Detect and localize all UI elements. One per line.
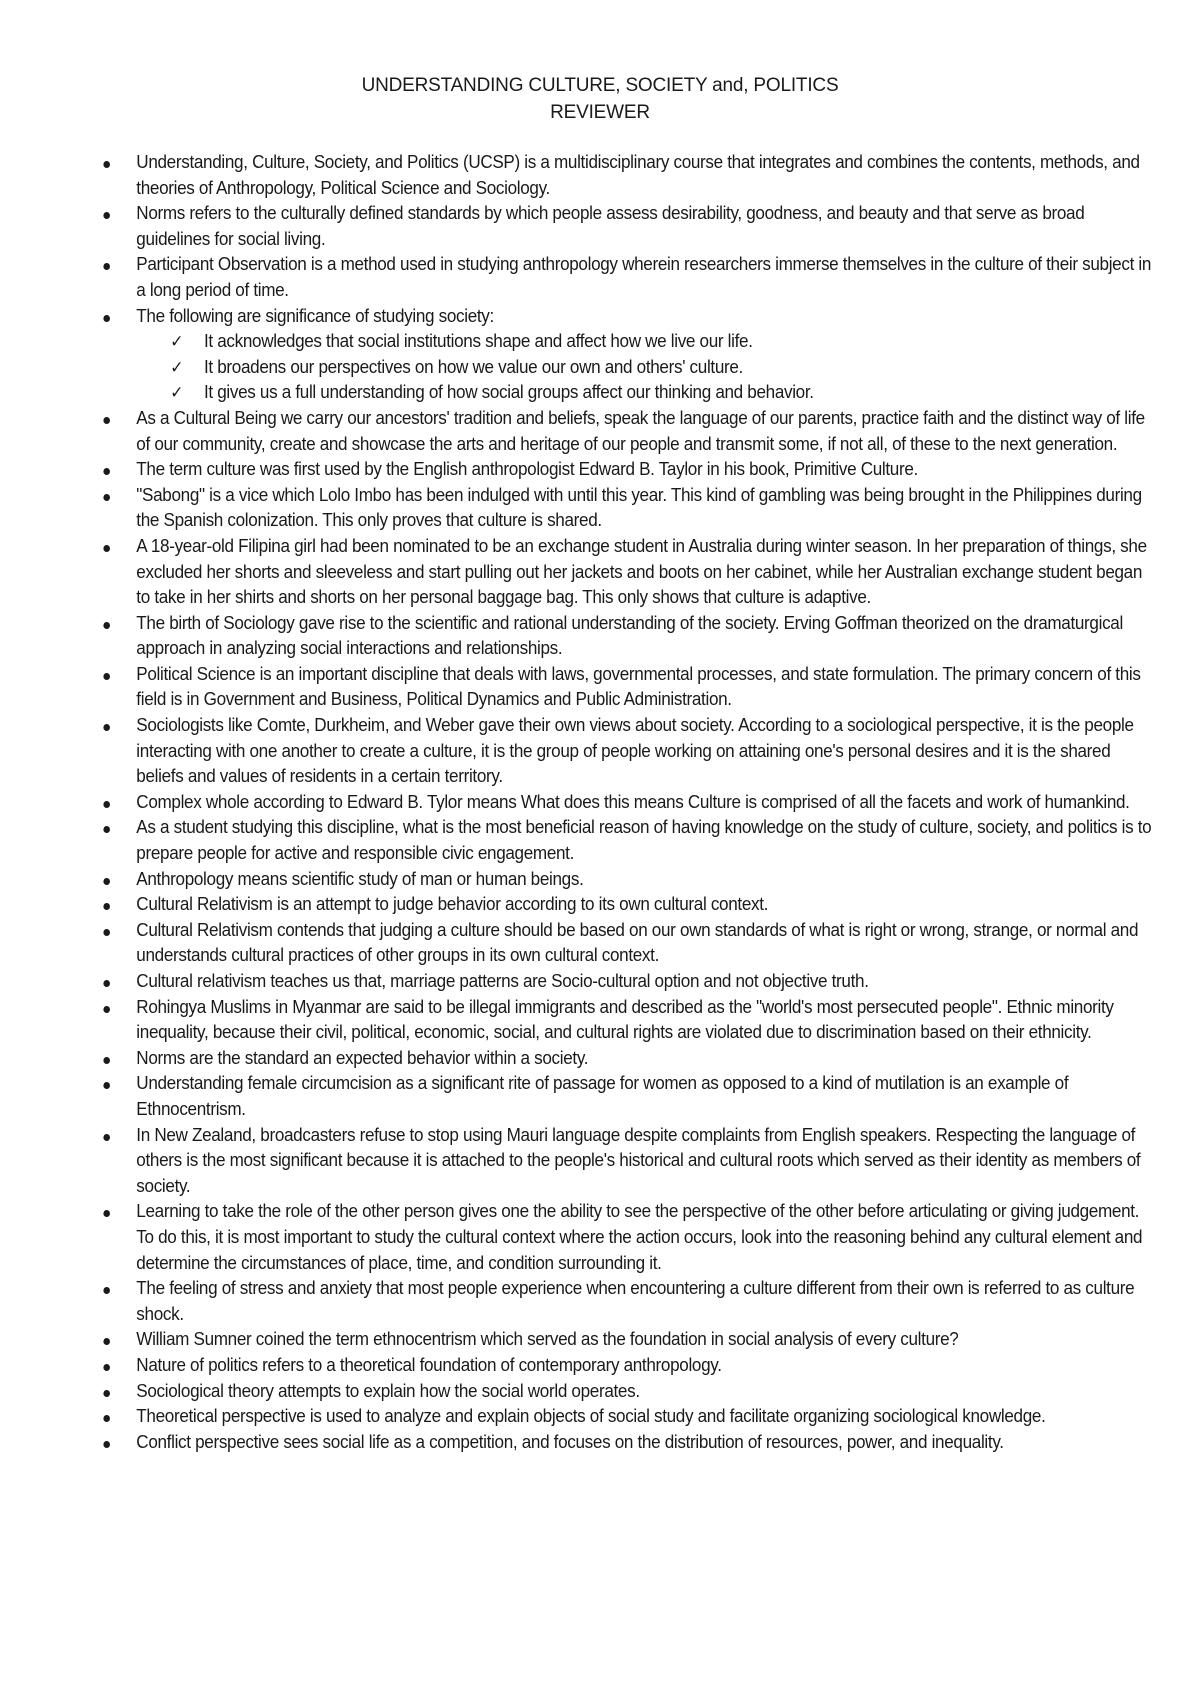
bullet-icon bbox=[103, 878, 110, 885]
sub-item-text: It acknowledges that social institutions shape and affect how we live our life. bbox=[203, 331, 753, 352]
bullet-text: William Sumner coined the term ethnocentrism which served as the foundation in social analysis of every culture? bbox=[136, 1329, 959, 1350]
sub-item-text: It broadens our perspectives on how we value our own and others' culture. bbox=[203, 356, 743, 377]
bullet-item bbox=[0, 815, 1200, 866]
bullet-icon bbox=[103, 724, 110, 731]
sub-list-container bbox=[0, 329, 1200, 406]
bullet-item bbox=[0, 1276, 1200, 1327]
bullet-icon bbox=[103, 417, 110, 424]
bullet-item bbox=[0, 1046, 1200, 1072]
bullet-text: Sociologists like Comte, Durkheim, and Weber gave their own views about society. According to a sociological perspective, it is the people interacting with one another to create a culture, it is the group of people working on attaining one's personal desires and it is the shared beliefs and values of residents in a certain territory. bbox=[136, 715, 1134, 787]
bullet-icon bbox=[103, 1082, 110, 1089]
bullet-text: Theoretical perspective is used to analyze and explain objects of social study and facilitate organizing sociological knowledge. bbox=[136, 1406, 1046, 1427]
bullet-text: As a student studying this discipline, what is the most beneficial reason of having knowledge on the study of culture, society, and politics is to prepare people for active and responsible civic engagement. bbox=[136, 817, 1152, 864]
bullet-item bbox=[0, 457, 1200, 483]
bullet-item bbox=[0, 150, 1200, 201]
bullet-list bbox=[0, 150, 1200, 1455]
bullet-item bbox=[0, 1327, 1200, 1353]
bullet-item bbox=[0, 483, 1200, 534]
bullet-item bbox=[0, 1353, 1200, 1379]
title-block bbox=[0, 72, 1200, 126]
bullet-item bbox=[0, 534, 1200, 611]
bullet-text: Sociological theory attempts to explain how the social world operates. bbox=[136, 1380, 640, 1401]
bullet-text: Anthropology means scientific study of man or human beings. bbox=[136, 868, 584, 889]
bullet-item bbox=[0, 1379, 1200, 1405]
bullet-text: Cultural Relativism contends that judging a culture should be based on our own standards of what is right or wrong, strange, or normal and understands cultural practices of other groups in its own cultural context. bbox=[136, 919, 1139, 966]
bullet-icon bbox=[103, 903, 110, 910]
sub-item bbox=[0, 355, 1200, 381]
bullet-icon bbox=[103, 1287, 110, 1294]
bullet-icon bbox=[103, 1415, 110, 1422]
bullet-item bbox=[0, 1430, 1200, 1456]
bullet-text: Understanding female circumcision as a significant rite of passage for women as opposed to a kind of mutilation is an example of Ethnocentrism. bbox=[136, 1073, 1069, 1119]
bullet-icon bbox=[103, 980, 110, 987]
bullet-text: The feeling of stress and anxiety that most people experience when encountering a culture different from their own is referred to as culture shock. bbox=[136, 1278, 1135, 1324]
bullet-item bbox=[0, 252, 1200, 303]
bullet-text: "Sabong" is a vice which Lolo Imbo has been indulged with until this year. This kind of gambling was being brought in the Philippines during the Spanish colonization. This only proves that culture is shared. bbox=[136, 484, 1142, 531]
bullet-item bbox=[0, 201, 1200, 252]
bullet-text: Learning to take the role of the other person gives one the ability to see the perspective of the other before articulating or giving judgement. To do this, it is most important to study the cultural context where the action occurs, look into the reasoning behind any cultural element and determine the circumstances of place, time, and condition surrounding it. bbox=[136, 1201, 1143, 1273]
checkmark-icon: ✓ bbox=[170, 357, 184, 377]
bullet-icon bbox=[103, 161, 110, 168]
bullet-icon bbox=[103, 826, 110, 833]
bullet-icon bbox=[103, 212, 110, 219]
bullet-item bbox=[0, 611, 1200, 662]
bullet-text: Complex whole according to Edward B. Tylor means What does this means Culture is comprised of all the facets and work of humankind. bbox=[136, 791, 1130, 812]
bullet-item bbox=[0, 1404, 1200, 1430]
checkmark-icon: ✓ bbox=[170, 332, 184, 352]
bullet-item bbox=[0, 304, 1200, 330]
bullet-item bbox=[0, 1199, 1200, 1276]
bullet-text: The birth of Sociology gave rise to the scientific and rational understanding of the society. Erving Goffman theorized on the dramaturgical approach in analyzing social interactions and relationships. bbox=[136, 612, 1123, 659]
sub-list bbox=[0, 329, 1200, 406]
bullet-text: Rohingya Muslims in Myanmar are said to be illegal immigrants and described as the "world's most persecuted people". Ethnic minority inequality, because their civil, political, economic, social, and cultural rights are violated due to discrimination based on their ethnicity. bbox=[136, 996, 1114, 1043]
bullet-text: In New Zealand, broadcasters refuse to stop using Mauri language despite complaints from English speakers. Respecting the language of others is the most significant because it is attached to the people's historical and cultural roots which served as their identity as members of society. bbox=[136, 1124, 1141, 1196]
checkmark-icon: ✓ bbox=[170, 383, 184, 403]
bullet-text: Conflict perspective sees social life as a competition, and focuses on the distribution of resources, power, and inequality. bbox=[136, 1431, 1004, 1452]
bullet-icon bbox=[103, 1441, 110, 1448]
bullet-icon bbox=[103, 468, 110, 475]
bullet-item bbox=[0, 1123, 1200, 1200]
bullet-item bbox=[0, 892, 1200, 918]
bullet-icon bbox=[103, 1390, 110, 1397]
bullet-icon bbox=[103, 263, 110, 270]
bullet-item bbox=[0, 1071, 1200, 1122]
bullet-text: Norms refers to the culturally defined standards by which people assess desirability, goodness, and beauty and that serve as broad guidelines for social living. bbox=[136, 203, 1085, 249]
bullet-item bbox=[0, 713, 1200, 790]
document-subtitle: REVIEWER bbox=[550, 102, 650, 123]
bullet-text: The term culture was first used by the English anthropologist Edward B. Taylor in his book, Primitive Culture. bbox=[136, 459, 918, 480]
bullet-icon bbox=[103, 1006, 110, 1013]
bullet-item bbox=[0, 969, 1200, 995]
bullet-icon bbox=[103, 494, 110, 501]
bullet-text: A 18-year-old Filipina girl had been nominated to be an exchange student in Australia during winter season. In her preparation of things, she excluded her shorts and sleeveless and start pulling out her jackets and boots on her cabinet, while her Australian exchange student began to take in her shirts and shorts on her personal baggage bag. This only shows that culture is adaptive. bbox=[136, 535, 1147, 608]
bullet-item bbox=[0, 406, 1200, 457]
bullet-text: Cultural Relativism is an attempt to judge behavior according to its own cultural context. bbox=[136, 894, 769, 915]
sub-item-text: It gives us a full understanding of how social groups affect our thinking and behavior. bbox=[203, 382, 814, 403]
bullet-icon bbox=[103, 622, 110, 629]
bullet-item bbox=[0, 918, 1200, 969]
bullet-icon bbox=[103, 1134, 110, 1141]
bullet-item bbox=[0, 790, 1200, 816]
bullet-item bbox=[0, 662, 1200, 713]
bullet-text: Understanding, Culture, Society, and Politics (UCSP) is a multidisciplinary course that integrates and combines the contents, methods, and theories of Anthropology, Political Science and Sociology. bbox=[136, 152, 1140, 198]
bullet-icon bbox=[103, 929, 110, 936]
sub-item bbox=[0, 380, 1200, 406]
bullet-item bbox=[0, 995, 1200, 1046]
bullet-icon bbox=[103, 315, 110, 322]
bullet-text: Political Science is an important discipline that deals with laws, governmental processes, and state formulation. The primary concern of this field is in Government and Business, Political Dynamics and Public Administration. bbox=[136, 663, 1141, 710]
bullet-text: Cultural relativism teaches us that, marriage patterns are Socio-cultural option and not objective truth. bbox=[136, 971, 869, 991]
bullet-text: Norms are the standard an expected behavior within a society. bbox=[136, 1047, 589, 1068]
bullet-text: As a Cultural Being we carry our ancestors' tradition and beliefs, speak the language of our parents, practice faith and the distinct way of life of our community, create and showcase the arts and heritage of our people and transmit some, if not all, of these to the next generation. bbox=[136, 407, 1145, 454]
bullet-icon bbox=[103, 1210, 110, 1217]
bullet-icon bbox=[103, 545, 110, 552]
document-title: UNDERSTANDING CULTURE, SOCIETY and, POLITICS bbox=[361, 75, 839, 96]
bullet-icon bbox=[103, 1057, 110, 1064]
bullet-icon bbox=[103, 1338, 110, 1345]
bullet-icon bbox=[103, 1364, 110, 1371]
bullet-text: The following are significance of studying society: bbox=[136, 305, 494, 326]
bullet-text: Nature of politics refers to a theoretical foundation of contemporary anthropology. bbox=[136, 1354, 722, 1375]
bullet-icon bbox=[103, 673, 110, 680]
bullet-icon bbox=[103, 801, 110, 808]
bullet-text: Participant Observation is a method used in studying anthropology wherein researchers immerse themselves in the culture of their subject in a long period of time. bbox=[136, 254, 1152, 300]
sub-item bbox=[0, 329, 1200, 355]
bullet-item bbox=[0, 867, 1200, 893]
